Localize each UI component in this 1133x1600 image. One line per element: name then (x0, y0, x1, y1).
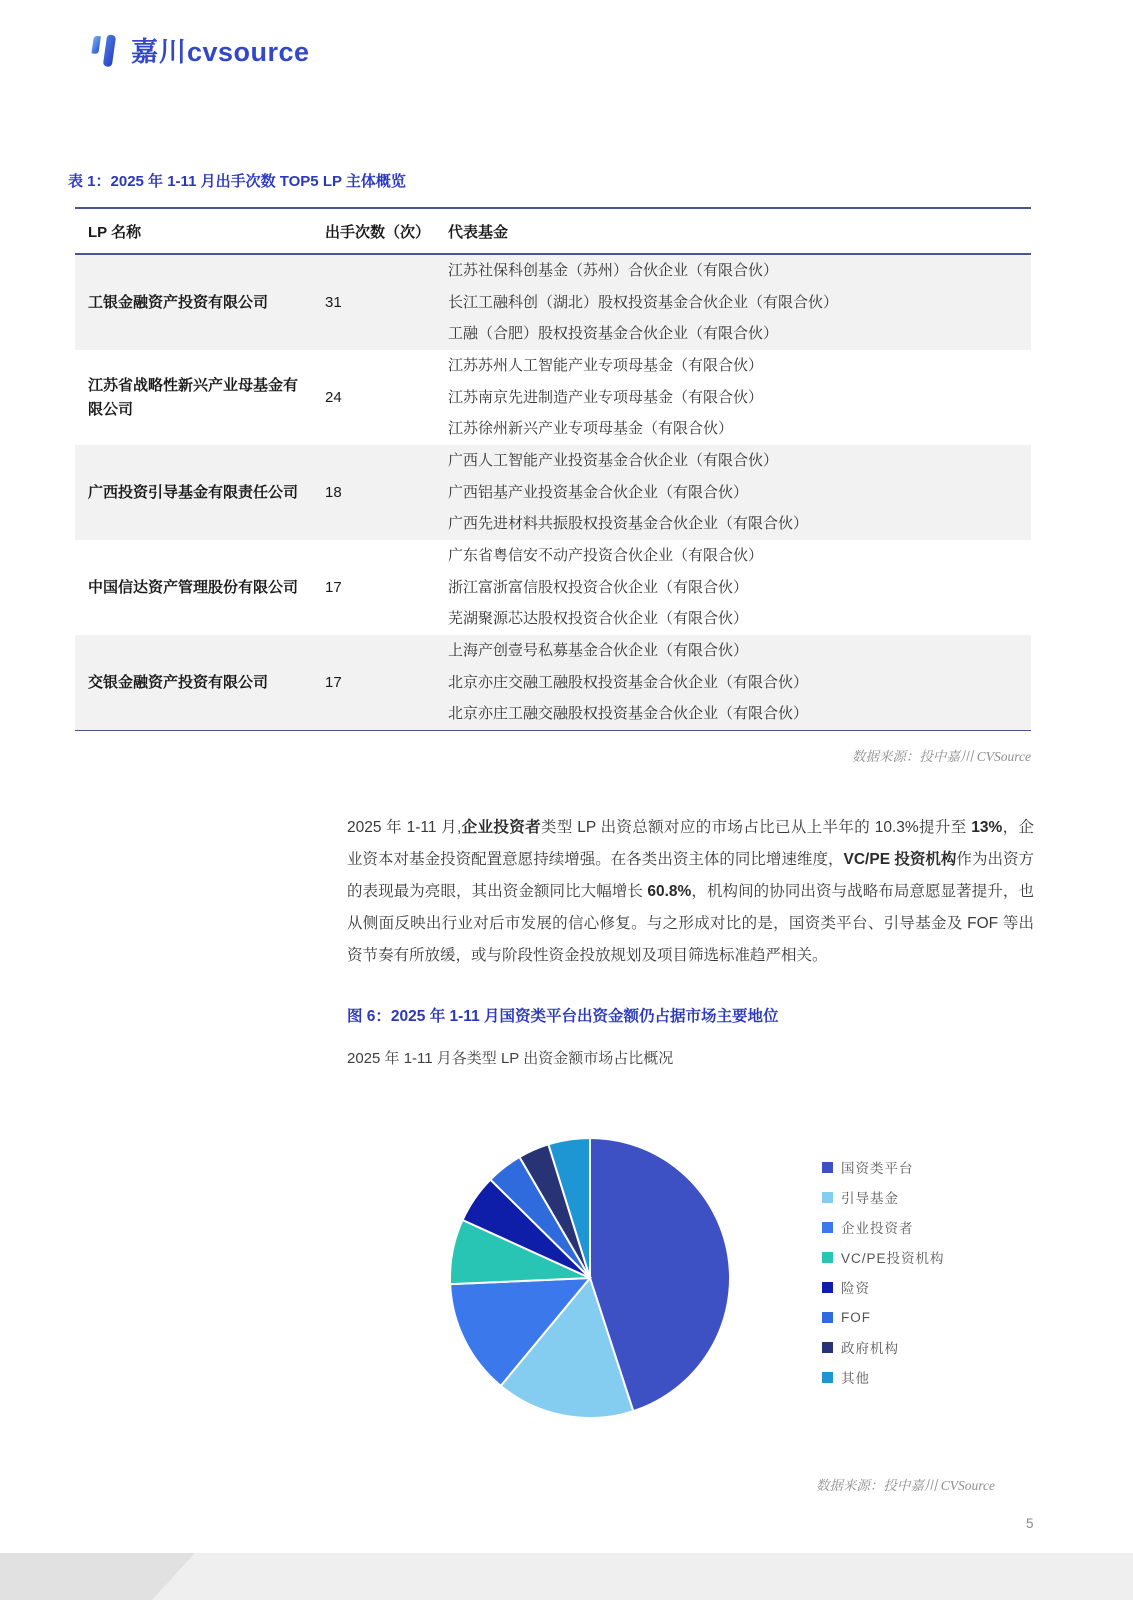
legend-item (822, 1272, 945, 1302)
fund-list (448, 540, 1031, 635)
body-paragraph (347, 812, 1034, 972)
fund-name: 芜湖聚源芯达股权投资合伙企业（有限合伙） (448, 610, 749, 628)
legend-item (822, 1242, 945, 1272)
legend-swatch-icon (822, 1252, 833, 1263)
legend-item (822, 1182, 945, 1212)
table1-data-source: 数据来源：投中嘉川 CVSource (851, 749, 1031, 764)
brand-name-en: cvsource (187, 37, 310, 67)
fund-name: 广西铝基产业投资基金合伙企业（有限合伙） (448, 483, 749, 501)
brand-name-cn: 嘉川 (131, 37, 187, 67)
table1-header-row (75, 209, 1031, 255)
brand-logo-text (131, 30, 310, 69)
paragraph-segment-bold: 60.8% (647, 883, 692, 900)
fund-name: 北京亦庄工融交融股权投资基金合伙企业（有限合伙） (448, 705, 809, 723)
figure6-title: 图 6：2025 年 1-11 月国资类平台出资金额仍占据市场主要地位 (347, 1008, 779, 1025)
fund-list (448, 635, 1031, 730)
table-row (75, 255, 1031, 350)
legend-label: 政府机构 (841, 1341, 899, 1356)
footer-accent-shape (0, 1553, 195, 1600)
legend-swatch-icon (822, 1342, 833, 1353)
legend-swatch-icon (822, 1162, 833, 1173)
fund-name: 江苏南京先进制造产业专项母基金（有限合伙） (448, 388, 764, 406)
legend-label: FOF (841, 1309, 871, 1325)
deal-count: 17 (325, 579, 342, 596)
legend-label: 国资类平台 (841, 1161, 914, 1176)
table1 (75, 207, 1031, 731)
fund-name: 上海产创壹号私募基金合伙企业（有限合伙） (448, 642, 749, 660)
legend-item (822, 1152, 945, 1182)
lp-name: 江苏省战略性新兴产业母基金有限公司 (88, 376, 299, 418)
legend-label: 其他 (841, 1371, 870, 1386)
fund-name: 广东省粤信安不动产投资合伙企业（有限合伙） (448, 547, 764, 565)
figure6-subtitle: 2025 年 1-11 月各类型 LP 出资金额市场占比概况 (347, 1050, 674, 1067)
paragraph-segment: 2025 年 1-11 月, (347, 819, 462, 836)
table1-title: 表 1：2025 年 1-11 月出手次数 TOP5 LP 主体概览 (68, 173, 406, 190)
paragraph-segment: ，机构间的协同出资与战略布局意愿显著提升，也从侧面反映出行业对后市发展的信心修复。与之形成对比的是，国资类平台、引导基金及 FOF 等出资节奏有所放缓，或与阶段性资金投放规划及项目筛选标准趋严相关。 (347, 883, 1034, 964)
legend-item (822, 1332, 945, 1362)
legend-swatch-icon (822, 1192, 833, 1203)
legend-label: 险资 (841, 1281, 870, 1296)
col-header-funds: 代表基金 (448, 223, 509, 241)
legend-label: VC/PE投资机构 (841, 1251, 945, 1266)
fund-list (448, 255, 1031, 350)
brand-logo-icon (85, 31, 123, 69)
pie-chart (448, 1136, 732, 1420)
fund-name: 浙江富浙富信股权投资合伙企业（有限合伙） (448, 578, 749, 596)
fund-name: 广西人工智能产业投资基金合伙企业（有限合伙） (448, 452, 779, 470)
legend-item (822, 1302, 945, 1332)
fund-name: 江苏社保科创基金（苏州）合伙企业（有限合伙） (448, 262, 779, 280)
legend-label: 企业投资者 (841, 1221, 914, 1236)
legend-label: 引导基金 (841, 1191, 899, 1206)
paragraph-segment-bold: VC/PE 投资机构 (843, 851, 957, 868)
legend-swatch-icon (822, 1312, 833, 1323)
legend-item (822, 1362, 945, 1392)
fund-name: 北京亦庄交融工融股权投资基金合伙企业（有限合伙） (448, 673, 809, 691)
legend-swatch-icon (822, 1222, 833, 1233)
col-header-lp-name: LP 名称 (88, 223, 142, 241)
fund-list (448, 350, 1031, 445)
fund-name: 江苏徐州新兴产业专项母基金（有限合伙） (448, 420, 734, 438)
table-row (75, 540, 1031, 635)
page-number: 5 (1026, 1516, 1034, 1531)
table-row (75, 350, 1031, 445)
fund-name: 工融（合肥）股权投资基金合伙企业（有限合伙） (448, 325, 779, 343)
pie-chart-container (448, 1136, 732, 1420)
lp-name: 中国信达资产管理股份有限公司 (88, 578, 299, 596)
deal-count: 31 (325, 294, 342, 311)
lp-name: 交银金融资产投资有限公司 (88, 673, 269, 691)
deal-count: 18 (325, 484, 342, 501)
deal-count: 24 (325, 389, 342, 406)
legend-swatch-icon (822, 1282, 833, 1293)
fund-name: 广西先进材料共振股权投资基金合伙企业（有限合伙） (448, 515, 809, 533)
figure6-data-source: 数据来源：投中嘉川 CVSource (815, 1478, 995, 1493)
lp-name: 广西投资引导基金有限责任公司 (88, 483, 299, 501)
table-row (75, 635, 1031, 730)
chart-legend (822, 1152, 945, 1392)
col-header-deal-count: 出手次数（次） (325, 223, 431, 241)
legend-swatch-icon (822, 1372, 833, 1383)
deal-count: 17 (325, 674, 342, 691)
fund-list (448, 445, 1031, 540)
fund-name: 江苏苏州人工智能产业专项母基金（有限合伙） (448, 357, 764, 375)
table-row (75, 445, 1031, 540)
fund-name: 长江工融科创（湖北）股权投资基金合伙企业（有限合伙） (448, 293, 839, 311)
paragraph-segment-bold: 企业投资者 (461, 819, 541, 836)
legend-item (822, 1212, 945, 1242)
paragraph-segment: 作为出资方的表现最为亮眼，其出资金额同比大幅增长 (347, 851, 1034, 900)
footer-band (0, 1553, 1133, 1600)
paragraph-segment: 类型 LP 出资总额对应的市场占比已从上半年的 10.3%提升至 (540, 819, 972, 836)
paragraph-segment: ，企业资本对基金投资配置意愿持续增强。在各类出资主体的同比增速维度， (347, 819, 1034, 868)
lp-name: 工银金融资产投资有限公司 (88, 293, 269, 311)
brand-logo (85, 30, 310, 69)
paragraph-segment-bold: 13% (971, 819, 1003, 836)
